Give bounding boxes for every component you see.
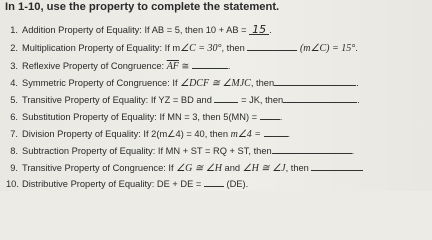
item-end: .: [351, 146, 355, 156]
answer-blank[interactable]: [192, 59, 228, 69]
answer-blank[interactable]: [311, 161, 363, 171]
answer-blank[interactable]: [247, 41, 297, 51]
item-number: 6.: [10, 112, 18, 122]
answer-blank[interactable]: [204, 177, 224, 187]
item-number: 4.: [10, 78, 18, 88]
item-number: 2.: [10, 43, 18, 53]
answer-blank[interactable]: [274, 76, 356, 86]
item-end: .: [279, 112, 283, 122]
item-end: .: [287, 129, 291, 139]
item-text: Division Property of Equality: If 2(m∠4) = 40, then: [22, 129, 231, 139]
answer-blank[interactable]: [260, 110, 280, 120]
item-text-2: , then: [250, 78, 275, 88]
item-number: 8.: [10, 146, 18, 156]
item-number: 5.: [10, 95, 18, 105]
item-text: Reflexive Property of Congruence:: [22, 61, 167, 71]
angle-expression: ∠C = 30°: [180, 43, 222, 54]
item-10: [6, 177, 248, 190]
item-number: 9.: [10, 163, 18, 173]
item-end: .: [357, 95, 360, 105]
item-3: [6, 59, 230, 73]
angle-expression-2: ∠H ≅ ∠J: [242, 163, 286, 174]
item-text-3: , then: [285, 163, 309, 173]
item-text: Substitution Property of Equality: If MN = 3, then 5(MN) =: [22, 112, 260, 122]
answer-blank[interactable]: [264, 127, 288, 137]
item-7: [6, 127, 290, 141]
answer-blank[interactable]: [214, 93, 238, 103]
item-number: 7.: [10, 129, 18, 139]
item-end: .: [356, 78, 359, 88]
segment-af: $\overline{AF}$: [166, 61, 179, 72]
item-end: .: [355, 43, 358, 53]
instruction: In 1-10, use the property to complete the statement.: [5, 1, 280, 13]
item-text-2: = JK, then: [238, 95, 284, 105]
item-end: .: [269, 25, 272, 35]
item-text: Addition Property of Equality: If AB = 5, then 10 + AB =: [22, 25, 250, 35]
item-2: [6, 41, 358, 55]
item-text: Distributive Property of Equality: DE + DE =: [22, 179, 204, 189]
handwritten-answer: 15: [249, 25, 269, 35]
angle-expression: ∠G ≅ ∠H: [176, 163, 222, 174]
item-5: [6, 93, 360, 106]
item-1: [6, 24, 272, 36]
item-8: [6, 144, 354, 157]
item-text: Transitive Property of Equality: If YZ = BD and: [22, 95, 215, 105]
item-text: Subtraction Property of Equality: If MN + ST = RQ + ST, then: [22, 146, 272, 156]
answer-blank-2[interactable]: [283, 93, 357, 103]
item-9: [6, 161, 363, 175]
item-number: 3.: [10, 61, 18, 71]
item-text: Symmetric Property of Congruence: If: [22, 78, 181, 88]
item-end: .: [227, 61, 231, 71]
answer-blank[interactable]: [272, 144, 352, 154]
item-text: Transitive Property of Congruence: If: [22, 163, 177, 173]
item-number: 1.: [10, 25, 18, 35]
angle-expression: ∠DCF ≅ ∠MJC: [180, 78, 251, 89]
congruent-sign: ≅: [178, 61, 192, 71]
item-text: Multiplication Property of Equality: If m: [22, 43, 181, 53]
item-text-2: , then: [221, 43, 248, 53]
item-text-2: (DE).: [223, 179, 249, 189]
angle-expression: m∠4 =: [230, 129, 264, 140]
item-6: [6, 110, 282, 123]
item-4: [6, 76, 359, 90]
angle-expression-2: (m∠C) = 15°: [299, 43, 356, 54]
item-number: 10.: [6, 179, 19, 189]
item-text-2: and: [221, 163, 243, 173]
